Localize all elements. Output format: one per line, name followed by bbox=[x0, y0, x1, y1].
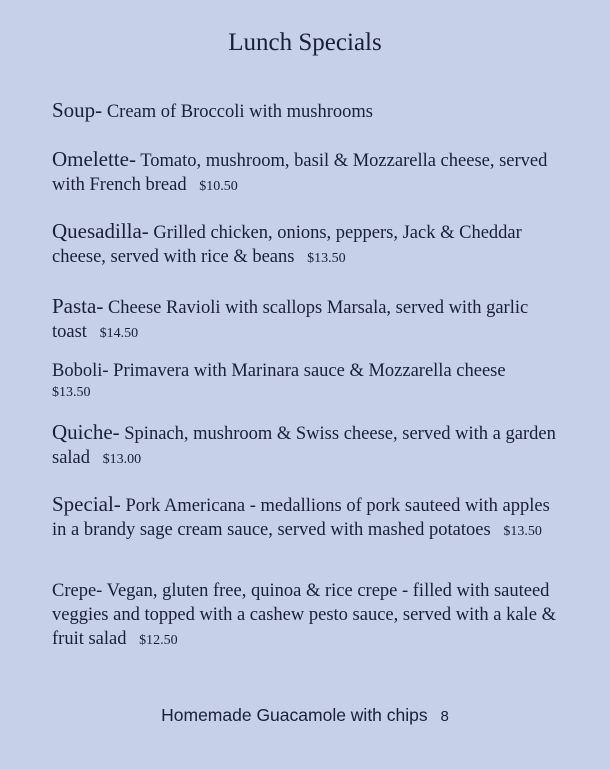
menu-item-crepe bbox=[52, 579, 562, 653]
item-description: Cream of Broccoli with mushrooms bbox=[106, 102, 373, 122]
footer-text: Homemade Guacamole with chips bbox=[161, 705, 428, 725]
menu-item-boboli bbox=[52, 359, 562, 403]
item-description: Primavera with Marinara sauce & Mozzarella cheese bbox=[113, 361, 506, 381]
item-description: Cheese Ravioli with scallops Marsala, served with garlic toast bbox=[52, 298, 529, 342]
item-description: Pork Americana - medallions of pork sauteed with apples in a brandy sage cream sauce, served with mashed potatoes bbox=[52, 496, 550, 540]
item-name: Quiche- bbox=[52, 420, 120, 444]
item-description: Grilled chicken, onions, peppers, Jack & Cheddar cheese, served with rice & beans bbox=[52, 223, 522, 267]
footer-price: 8 bbox=[440, 708, 449, 725]
item-price: $10.50 bbox=[199, 179, 238, 194]
menu-item-special bbox=[52, 492, 562, 544]
item-price: $13.00 bbox=[102, 452, 142, 467]
item-name: Soup- bbox=[52, 98, 103, 122]
item-name: Boboli- bbox=[52, 361, 109, 381]
item-name: Crepe- bbox=[52, 581, 103, 601]
item-name: Quesadilla- bbox=[52, 219, 149, 243]
item-name: Pasta- bbox=[52, 294, 104, 318]
menu-item-omelette bbox=[52, 147, 562, 199]
item-description: Tomato, mushroom, basil & Mozzarella cheese, served with French bread bbox=[52, 151, 548, 195]
item-description: Vegan, gluten free, quinoa & rice crepe - filled with sauteed veggies and topped with a cashew pesto sauce, served with a kale & fruit salad bbox=[52, 581, 556, 649]
item-price: $13.50 bbox=[52, 385, 91, 400]
menu-item-quiche bbox=[52, 420, 562, 472]
footer-item bbox=[0, 704, 610, 728]
menu-title: Lunch Specials bbox=[228, 29, 382, 56]
item-price: $14.50 bbox=[99, 326, 139, 341]
item-description: Spinach, mushroom & Swiss cheese, served with a garden salad bbox=[52, 424, 556, 468]
menu-item-soup bbox=[52, 98, 562, 124]
menu-item-pasta bbox=[52, 294, 562, 346]
item-price: $12.50 bbox=[139, 633, 178, 648]
item-name: Special- bbox=[52, 492, 121, 516]
menu-item-quesadilla bbox=[52, 219, 562, 271]
item-price: $13.50 bbox=[307, 251, 346, 266]
item-name: Omelette- bbox=[52, 147, 136, 171]
item-price: $13.50 bbox=[503, 524, 542, 539]
